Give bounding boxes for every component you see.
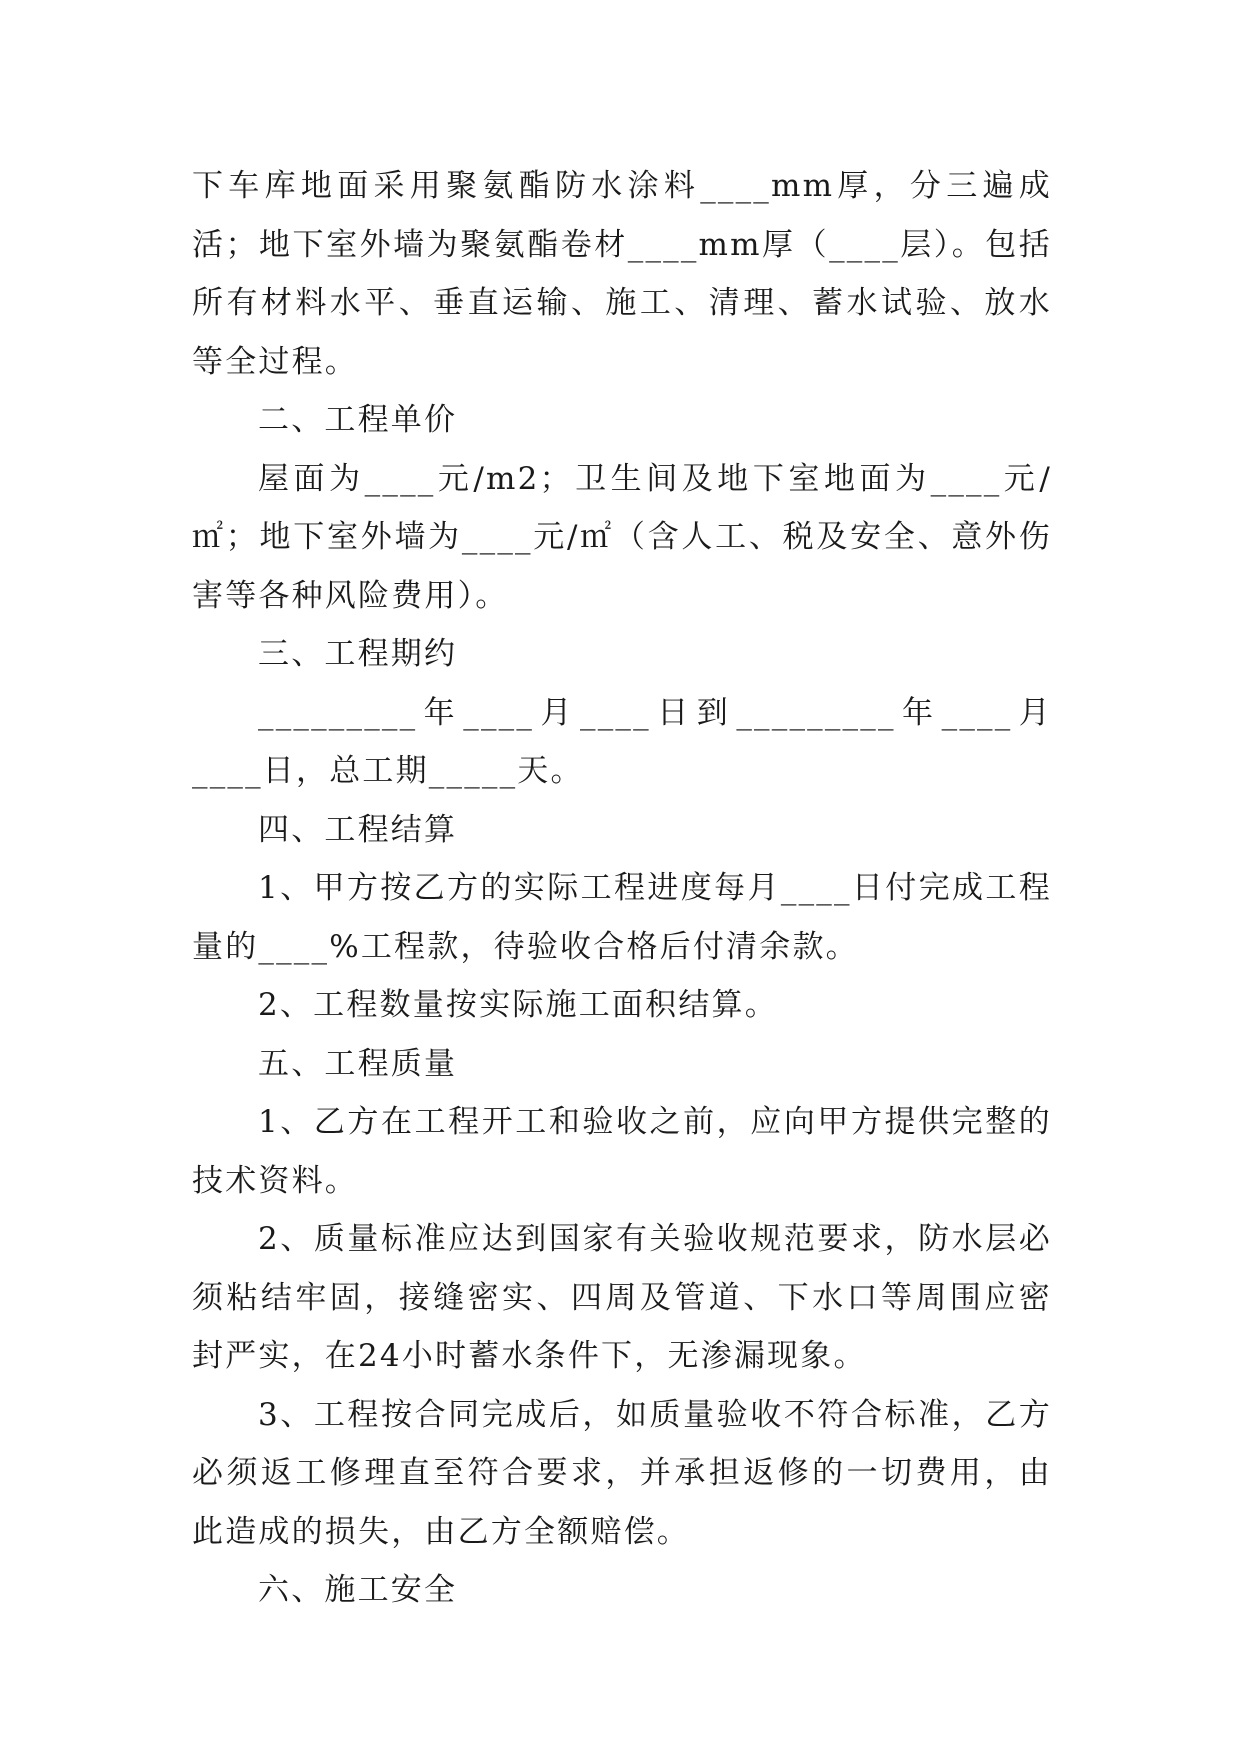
paragraph-quality-2: 2、质量标准应达到国家有关验收规范要求，防水层必须粘结牢固，接缝密实、四周及管道、下水口等周围应密封严实，在24小时蓄水条件下，无渗漏现象。: [192, 1221, 1052, 1374]
paragraph-settlement-1: 1、甲方按乙方的实际工程进度每月____日付完成工程量的____%工程款，待验收合格后付清余款。: [192, 870, 1052, 965]
paragraph-unit-price: 屋面为____元/m2；卫生间及地下室地面为____元/㎡；地下室外墙为____元/㎡（含人工、税及安全、意外伤害等各种风险费用）。: [192, 460, 1052, 614]
paragraph-schedule: _________年____月____日到_________年____月____日，总工期_____天。: [192, 694, 1052, 789]
heading-safety: 六、施工安全: [258, 1572, 458, 1608]
paragraph-settlement-2: 2、工程数量按实际施工面积结算。: [258, 987, 778, 1023]
heading-schedule: 三、工程期约: [258, 636, 458, 672]
heading-quality: 五、工程质量: [258, 1045, 458, 1082]
paragraph-scope-continuation: 下车库地面采用聚氨酯防水涂料____mm厚，分三遍成活；地下室外墙为聚氨酯卷材____mm厚（____层）。包括所有材料水平、垂直运输、施工、清理、蓄水试验、放水等全过程。: [192, 168, 1052, 380]
heading-settlement: 四、工程结算: [258, 811, 458, 848]
paragraph-quality-3: 3、工程按合同完成后，如质量验收不符合标准，乙方必须返工修理直至符合要求，并承担返修的一切费用，由此造成的损失，由乙方全额赔偿。: [192, 1396, 1052, 1550]
document-body: [192, 157, 1052, 1620]
paragraph-quality-1: 1、乙方在工程开工和验收之前，应向甲方提供完整的技术资料。: [192, 1104, 1052, 1199]
heading-unit-price: 二、工程单价: [258, 402, 458, 438]
